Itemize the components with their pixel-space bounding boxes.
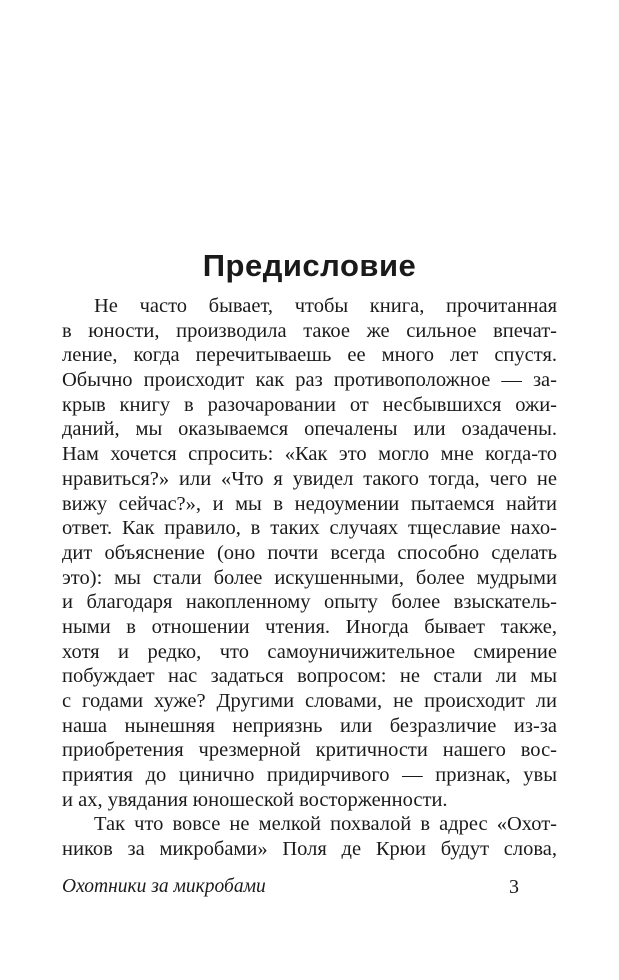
body-line: Нам хочется спросить: «Как это могло мне когда-то (62, 443, 557, 466)
body-line: нравиться?» или «Что я увидел такого тогда, чего не (62, 467, 557, 490)
body-line: это): мы стали более искушенными, более мудрыми (62, 566, 557, 589)
body-line: вижу сейчас?», и мы в недоумении пытаемся найти (62, 492, 557, 515)
body-line: ников за микробами» Поля де Крюи будут слова, (62, 838, 557, 861)
body-line: Обычно происходит как раз противоположное — за- (62, 369, 557, 392)
body-line: Не часто бывает, чтобы книга, прочитанная (94, 295, 557, 317)
body-line: наша нынешняя неприязнь или безразличие из-за (62, 714, 557, 737)
body-line: Так что вовсе не мелкой похвалой в адрес «Охот- (94, 813, 557, 836)
body-line: приобретения чрезмерной критичности нашего вос- (62, 739, 557, 762)
body-line: крыв книгу в разочаровании от несбывшихся ожи- (62, 393, 557, 416)
body-line: приятия до цинично придирчивого — признак, увы (62, 764, 557, 787)
body-text (62, 294, 557, 862)
chapter-title: Предисловие (202, 248, 417, 283)
body-line: побуждает нас задаться вопросом: не стали ли мы (62, 665, 557, 688)
body-line: ными в отношении чтения. Иногда бывает также, (62, 615, 557, 638)
body-line: и ах, увядания юношеской восторженности. (62, 788, 448, 811)
page-footer (62, 875, 557, 899)
body-line: дит объяснение (оно почти всегда способно сделать (62, 541, 557, 564)
body-line: ответ. Как правило, в таких случаях тщеславие нахо- (62, 517, 557, 540)
running-title: Охотники за микробами (62, 876, 266, 897)
body-line: с годами хуже? Другими словами, не происходит ли (62, 690, 557, 712)
body-line: ление, когда перечитываешь ее много лет спустя. (62, 344, 557, 367)
body-line: в юности, производила такое же сильное впечат- (62, 319, 557, 342)
body-line: даний, мы оказываемся опечалены или озадачены. (62, 418, 557, 441)
body-line: хотя и редко, что самоуничижительное смирение (62, 640, 557, 663)
page-number: 3 (509, 876, 519, 898)
body-line: и благодаря накопленному опыту более взыскатель- (62, 591, 557, 614)
